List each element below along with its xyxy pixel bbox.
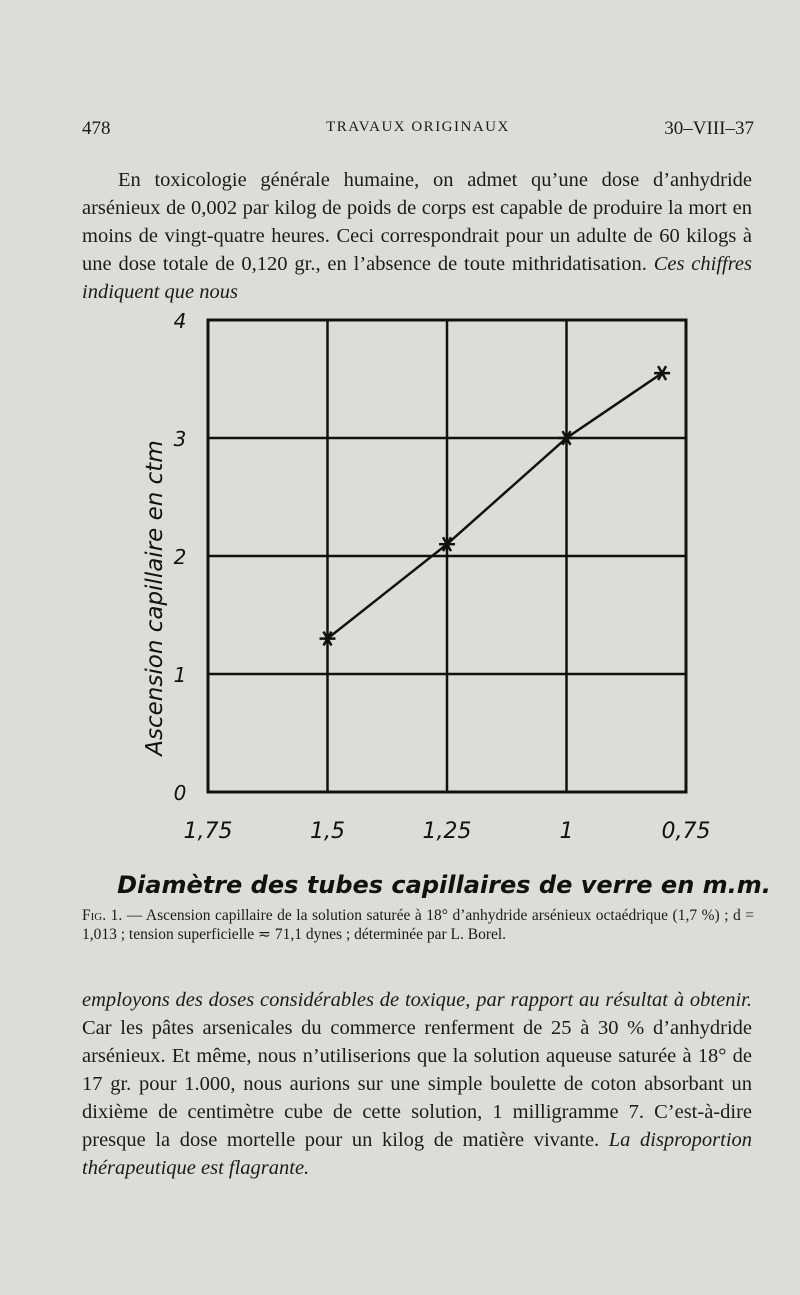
series-line xyxy=(328,373,663,638)
x-tick-label: 1,25 xyxy=(422,819,472,844)
y-tick-label: 4 xyxy=(173,309,187,333)
y-tick-label: 2 xyxy=(173,545,187,569)
paragraph-2-italic-a: employons des doses considérables de toxique, par rapport au résultat à obtenir. xyxy=(82,989,752,1011)
running-title: TRAVAUX ORIGINAUX xyxy=(326,119,510,135)
y-tick-label: 0 xyxy=(173,781,187,805)
y-tick-label: 3 xyxy=(173,427,187,451)
figure-caption xyxy=(82,906,754,944)
y-axis-label: Ascension capillaire en ctm xyxy=(142,440,168,756)
paragraph-1-text: En toxicologie générale humaine, on admet qu’une dose d’anhydride arsénieux de 0,002 par kilog de poids de corps est capable de produire la mort en moins de vingt-quatre heures. Ceci correspondrait pour un adulte de 60 kilogs à une dose totale de 0,120 gr., en l’absence de toute mithridatisation. xyxy=(82,169,752,275)
x-tick-label: 1 xyxy=(559,819,574,844)
x-tick-label: 1,5 xyxy=(310,819,345,844)
chart-marks xyxy=(320,366,671,645)
paragraph-2-text: Car les pâtes arsenicales du commerce renferment de 25 à 30 % d’anhydride arsénieux. Et même, nous n’utiliserions que la solution aqueuse saturée à 18° de 17 gr. pour 1.000, nous aurions sur une simple boulette de coton absorbant un dixième de centimètre cube de cette solution, 1 milligramme 7. C’est-à-dire presque la dose mortelle pour un kilog de matière vivante. xyxy=(82,1017,752,1151)
x-axis-label: Diamètre des tubes capillaires de verre en m.m. xyxy=(117,871,771,899)
issue-date: 30–VIII–37 xyxy=(664,118,754,139)
chart-grid xyxy=(208,320,686,792)
x-tick-label: 0,75 xyxy=(661,819,711,844)
y-tick-label: 1 xyxy=(173,663,187,687)
x-tick-label: 1,75 xyxy=(183,819,233,844)
page-header xyxy=(82,118,754,144)
paragraph-1-italic: Ces chiffres indiquent que nous xyxy=(82,253,753,303)
capillary-chart xyxy=(117,300,771,900)
chart-ticks xyxy=(174,309,711,844)
paragraph-2-italic-b: La disproportion thérapeutique est flagrante. xyxy=(82,1129,753,1179)
paragraph-2 xyxy=(82,986,752,1182)
page-number: 478 xyxy=(82,118,111,139)
paragraph-1 xyxy=(82,166,752,306)
figure-label: Fig. 1. xyxy=(82,907,123,924)
caption-text: — Ascension capillaire de la solution saturée à 18° d’anhydride arsénieux octaédrique (1,7 %) ; d = 1,013 ; tension superficielle ≂ 71,1 dynes ; déterminée par L. Borel. xyxy=(82,907,755,943)
